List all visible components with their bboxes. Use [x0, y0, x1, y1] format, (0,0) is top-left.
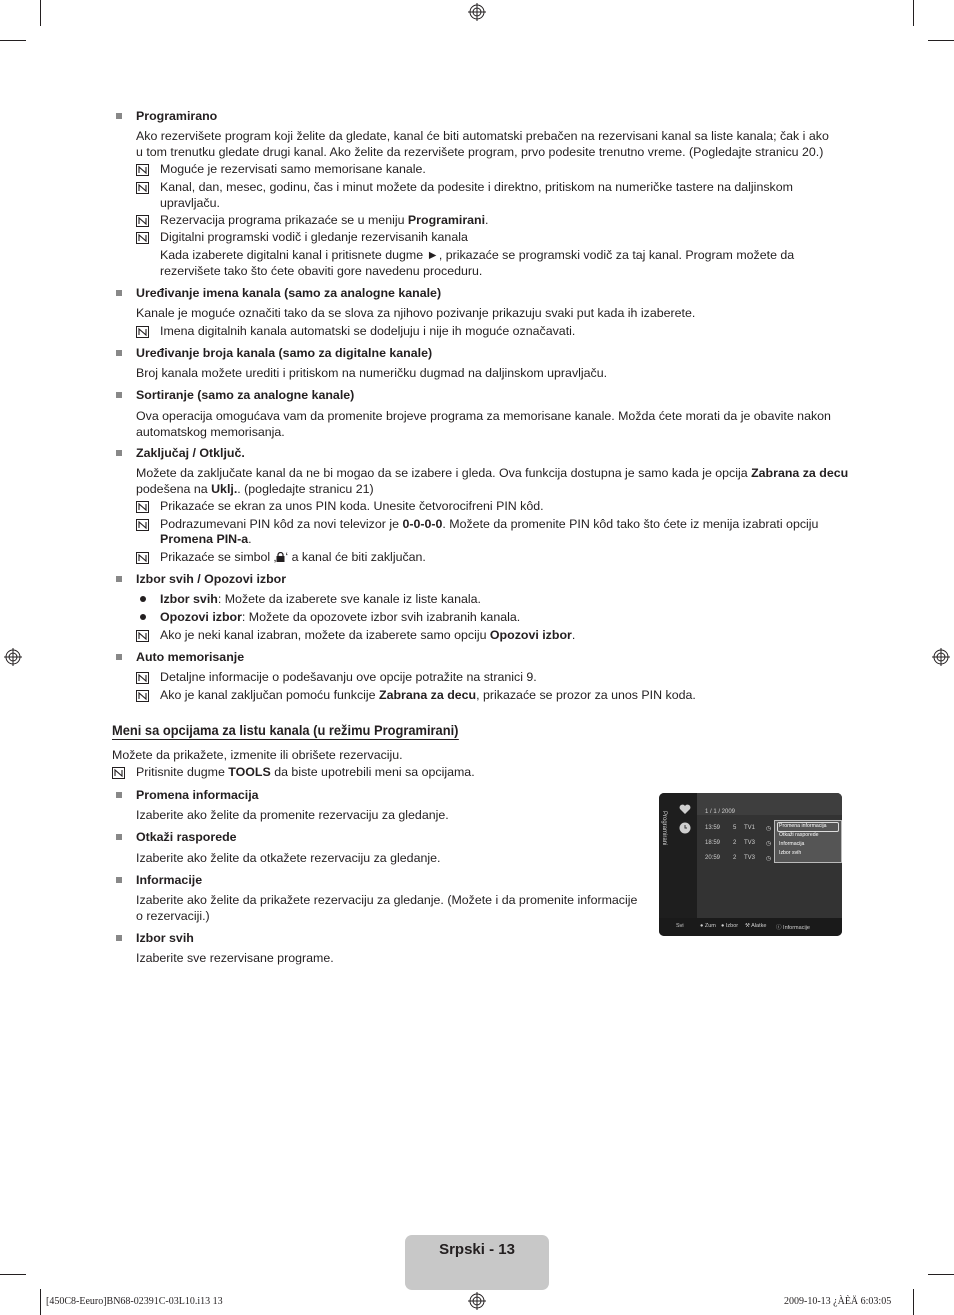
tv-bottom-label: ● Izbor [721, 923, 739, 929]
tv-bottom-label: Svi [676, 923, 684, 929]
item-heading: Otkaži rasporede [136, 830, 237, 844]
item-heading: Promena informacija [136, 788, 259, 802]
note-icon [136, 630, 149, 642]
tv-row-channel: TV3 [744, 840, 756, 846]
paragraph: Ako rezervišete program koji želite da gledate, kanal će biti automatski prebačen na rezervisani kanal sa liste kanala; čak i ako u tom trenutku gledate drugi kanal. Ako želite da rezervišete program, prvo podesite trenutno vreme. (Pogledajte stranicu 20.) [136, 129, 829, 159]
note-icon [112, 767, 125, 779]
paragraph: podešena na Uklj.. (pogledajte stranicu 21) [136, 482, 374, 496]
registration-mark-icon [932, 648, 950, 666]
registration-mark-icon [4, 648, 22, 666]
tv-row-channel: TV3 [744, 855, 756, 861]
crop-mark [0, 40, 26, 41]
bullet-square-icon [116, 576, 122, 582]
bullet-square-icon [116, 935, 122, 941]
section-heading: Auto memorisanje [136, 650, 245, 664]
tv-menu-item: Informacija [779, 841, 805, 847]
tv-date: 1 / 1 / 2009 [705, 809, 736, 815]
item-heading: Izbor svih [136, 931, 194, 945]
note-text: Moguće je rezervisati samo memorisane kanale. [160, 162, 426, 176]
note-icon [136, 164, 149, 176]
bullet-square-icon [116, 834, 122, 840]
paragraph: Ova operacija omogućava vam da promenite brojeve programa za memorisane kanale. Možda ćete morati da je obavite nakon automatskog memorisanja. [136, 409, 831, 439]
note-icon [136, 215, 149, 227]
tv-menu-item: Otkaži rasporede [779, 832, 819, 838]
note-text: Rezervacija programa prikazaće se u meniju Programirani. [160, 213, 489, 227]
section-heading: Uređivanje broja kanala (samo za digitalne kanale) [136, 346, 433, 360]
paragraph: Možete da prikažete, izmenite ili obrišete rezervaciju. [112, 748, 403, 762]
tv-row-num: 2 [733, 855, 737, 861]
tv-dot-icon: ● [721, 923, 725, 929]
tv-screen-illustration [659, 793, 842, 936]
tv-row-channel: TV1 [744, 825, 756, 831]
section-heading: Zaključaj / Otključ. [136, 446, 245, 460]
bullet-square-icon [116, 877, 122, 883]
bullet-square-icon [116, 792, 122, 798]
note-text: Prikazaće se simbol ‚ ‘ a kanal će biti zaključan. [160, 550, 426, 564]
section-heading: Izbor svih / Opozovi izbor [136, 572, 287, 586]
note-text: Kanal, dan, mesec, godinu, čas i minut možete da podesite i direktno, pritiskom na numeričke tastere na daljinskom upravljaču. [160, 180, 793, 210]
note-text: Detaljne informacije o podešavanju ove opcije potražite na stranici 9. [160, 670, 537, 684]
section-title: Meni sa opcijama za listu kanala (u režimu Programirani) [112, 722, 459, 738]
tools-icon: ⚒ [745, 923, 750, 929]
item-body: Izaberite ako želite da otkažete rezervaciju za gledanje. [136, 851, 441, 865]
print-imprint: [450C8-Eeuro]BN68-02391C-03L10.i13 13 [46, 1296, 223, 1307]
note-text: Digitalni programski vodič i gledanje rezervisanih kanala [160, 230, 468, 244]
section-heading: Uređivanje imena kanala (samo za analogne kanale) [136, 286, 442, 300]
heart-icon [679, 804, 691, 815]
bullet-square-icon [116, 450, 122, 456]
bullet-square-icon [116, 350, 122, 356]
print-timestamp: 2009-10-13 ¿ÀÈÄ 6:03:05 [784, 1296, 892, 1307]
tv-row-time: 18:59 [705, 840, 721, 846]
note-icon [136, 519, 149, 531]
registration-mark-icon [468, 1292, 486, 1310]
note-icon [136, 690, 149, 702]
tv-bottom-label: ⓘ Informacije [776, 925, 810, 931]
note-text: Ako je kanal zaključan pomoću funkcije Zabrana za decu, prikazaće se prozor za unos PIN koda. [160, 688, 696, 702]
item-body: Izaberite ako želite da prikažete rezervaciju za gledanje. (Možete i da promenite informacije o rezervaciji.) [136, 893, 638, 923]
tv-options-menu [774, 820, 842, 863]
note-icon [136, 501, 149, 513]
note-icon [136, 326, 149, 338]
note-icon [136, 552, 149, 564]
paragraph: Možete da zaključate kanal da ne bi mogao da se izabere i gleda. Ova funkcija dostupna je samo kada je opcija Zabrana za decu [136, 466, 849, 480]
bullet-square-icon [116, 392, 122, 398]
bullet-square-icon [116, 290, 122, 296]
note-text: Imena digitalnih kanala automatski se dodeljuju i nije ih moguće označavati. [160, 324, 576, 338]
tv-row-time: 13:59 [705, 825, 721, 831]
note-text: Ako je neki kanal izabran, možete da izaberete samo opciju Opozovi izbor. [160, 628, 576, 642]
clock-icon [679, 822, 691, 834]
section-heading: Sortiranje (samo za analogne kanale) [136, 388, 355, 402]
note-icon [136, 182, 149, 194]
item-body: Izaberite ako želite da promenite rezervaciju za gledanje. [136, 808, 449, 822]
paragraph: Kanale je moguće označiti tako da se slova za njihovo pozivanje prikazuju svaki put kada ih izaberete. [136, 306, 696, 320]
crop-mark [913, 1289, 914, 1315]
note-text: Promena PIN-a. [160, 532, 252, 546]
crop-mark [0, 1274, 26, 1275]
note-icon [136, 232, 149, 244]
paragraph: Broj kanala možete urediti i pritiskom na numeričku dugmad na daljinskom upravljaču. [136, 366, 608, 380]
page-number: Srpski - 13 [439, 1241, 515, 1258]
bullet-text: Izbor svih: Možete da izaberete sve kanale iz liste kanala. [160, 592, 481, 606]
tv-row-timer-icon: ◷ [766, 841, 772, 847]
tv-bottom-label: ● Zum [700, 923, 716, 929]
tv-row-timer-icon: ◷ [766, 826, 772, 832]
crop-mark [928, 1274, 954, 1275]
note-text: Pritisnite dugme TOOLS da biste upotrebili meni sa opcijama. [136, 765, 475, 779]
tv-row-num: 5 [733, 825, 737, 831]
tv-menu-item: Promena informacija [779, 823, 827, 829]
tv-bottom-label: ⚒ Alatke [745, 923, 767, 929]
section-heading: Programirano [136, 109, 218, 123]
item-heading: Informacije [136, 873, 203, 887]
tv-row-num: 2 [733, 840, 737, 846]
note-icon [136, 672, 149, 684]
bullet-square-icon [116, 654, 122, 660]
note-subtext: Kada izaberete digitalni kanal i pritisnete dugme ►, prikazaće se programski vodič za taj kanal. Program možete da rezervišete tako što ćete obaviti gore navedenu proceduru. [160, 248, 795, 278]
crop-mark [913, 0, 914, 26]
bullet-dot-icon [140, 614, 146, 620]
tv-side-label: Programirani [661, 811, 667, 846]
bullet-square-icon [116, 113, 122, 119]
crop-mark [40, 0, 41, 26]
bullet-dot-icon [140, 596, 146, 602]
crop-mark [928, 40, 954, 41]
tv-dot-icon: ● [700, 923, 704, 929]
tv-row-time: 20:59 [705, 855, 721, 861]
registration-mark-icon [468, 3, 486, 21]
tv-menu-item: Izbor svih [779, 850, 802, 856]
tv-row-timer-icon: ◷ [766, 856, 772, 862]
info-icon: ⓘ [776, 925, 782, 931]
crop-mark [40, 1289, 41, 1315]
note-text: Podrazumevani PIN kôd za novi televizor je 0-0-0-0. Možete da promenite PIN kôd tako što ćete iz menija izabrati opciju [160, 517, 819, 531]
item-body: Izaberite sve rezervisane programe. [136, 951, 334, 965]
note-text: Prikazaće se ekran za unos PIN koda. Unesite četvorocifreni PIN kôd. [160, 499, 544, 513]
bullet-text: Opozovi izbor: Možete da opozovete izbor svih izabranih kanala. [160, 610, 521, 624]
